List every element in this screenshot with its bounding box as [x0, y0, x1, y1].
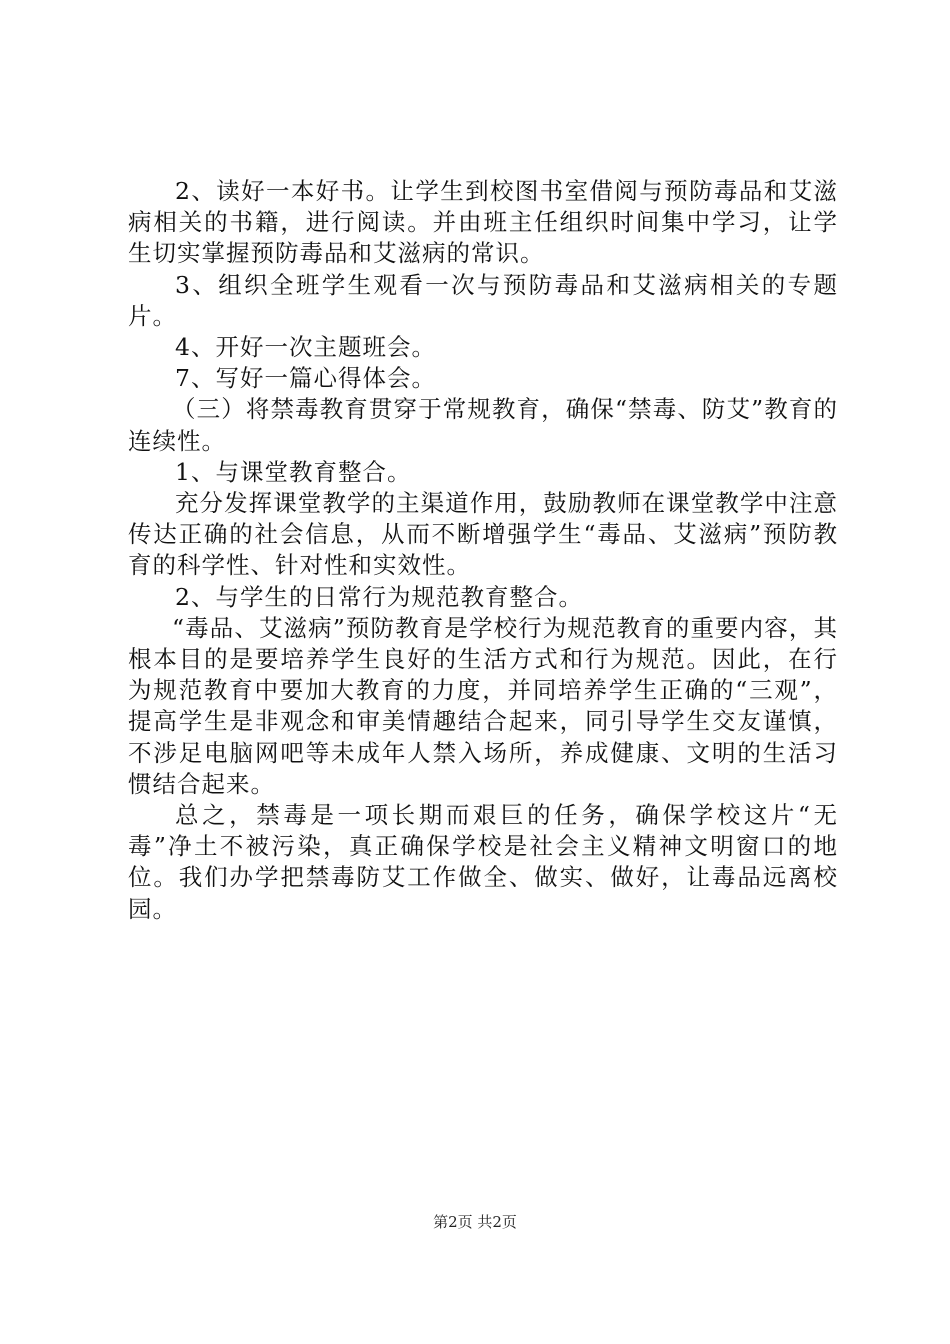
paragraph-watch-film: 3、组织全班学生观看一次与预防毒品和艾滋病相关的专题片。 [128, 270, 838, 330]
paragraph-behavior-integration: 2、与学生的日常行为规范教育整合。 [175, 582, 583, 611]
paragraph-conclusion: 总之，禁毒是一项长期而艰巨的任务，确保学校这片“无毒”净土不被污染，真正确保学校是社会主义精神文明窗口的地位。我们办学把禁毒防艾工作做全、做实、做好，让毒品远离校园。 [128, 801, 838, 923]
paragraph-prevention-education: “毒品、艾滋病”预防教育是学校行为规范教育的重要内容，其根本目的是要培养学生良好的生活方式和行为规范。因此，在行为规范教育中要加大教育的力度，并同培养学生正确的“三观”，提高学生是非观念和审美情趣结合起来，同引导学生交友谨慎，不涉足电脑网吧等未成年人禁入场所，养成健康、文明的生活习惯结合起来。 [128, 613, 838, 798]
section-heading-routine-education: （三）将禁毒教育贯穿于常规教育，确保“禁毒、防艾”教育的连续性。 [128, 395, 838, 455]
paragraph-read-book: 2、读好一本好书。让学生到校图书室借阅与预防毒品和艾滋病相关的书籍，进行阅读。并由班主任组织时间集中学习，让学生切实掌握预防毒品和艾滋病的常识。 [128, 177, 838, 268]
document-body [128, 176, 838, 925]
paragraph-class-meeting: 4、开好一次主题班会。 [175, 333, 436, 362]
paragraph-write-reflection: 7、写好一篇心得体会。 [175, 364, 436, 393]
paragraph-classroom-teaching: 充分发挥课堂教学的主渠道作用，鼓励教师在课堂教学中注意传达正确的社会信息，从而不断增强学生“毒品、艾滋病”预防教育的科学性、针对性和实效性。 [128, 489, 838, 580]
page-number-footer: 第2页 共2页 [433, 1213, 517, 1231]
paragraph-classroom-integration: 1、与课堂教育整合。 [175, 457, 412, 486]
